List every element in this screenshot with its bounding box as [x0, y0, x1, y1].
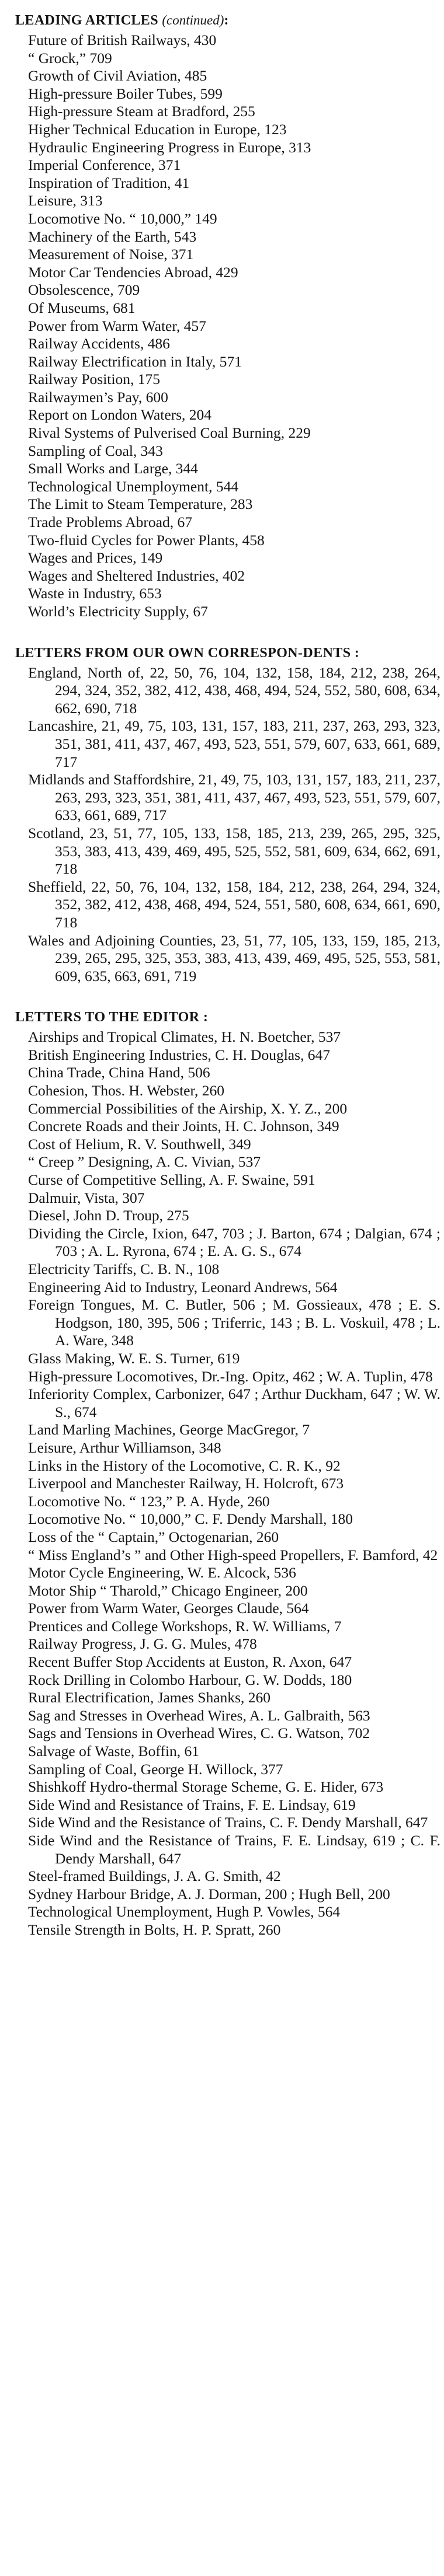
index-entry: Locomotive No. “ 10,000,” C. F. Dendy Marshall, 180: [28, 1510, 353, 1528]
index-entry: Dividing the Circle, Ixion, 647, 703 ; J. Barton, 674 ; Dalgian, 674 ; 703 ; A. L. Ryrona, 674 ; E. A. G. S., 674: [28, 1224, 440, 1260]
index-entry: Power from Warm Water, 457: [28, 317, 206, 334]
index-entry: Wages and Sheltered Industries, 402: [28, 567, 245, 584]
index-entry: Cohesion, Thos. H. Webster, 260: [28, 1082, 224, 1099]
index-entry: Diesel, John D. Troup, 275: [28, 1207, 189, 1224]
index-entry: High-pressure Steam at Bradford, 255: [28, 103, 255, 120]
index-entry: Small Works and Large, 344: [28, 460, 198, 477]
index-entry: Technological Unemployment, Hugh P. Vowles, 564: [28, 1903, 341, 1921]
index-entry: Leisure, 313: [28, 192, 103, 210]
index-entry: Shishkoff Hydro-thermal Storage Scheme, G. E. Hider, 673: [28, 1778, 384, 1796]
index-entry: Motor Ship “ Tharold,” Chicago Engineer, 200: [28, 1582, 308, 1599]
index-entry: Leisure, Arthur Williamson, 348: [28, 1439, 221, 1456]
index-entry: Inspiration of Tradition, 41: [28, 174, 190, 191]
index-entry: Of Museums, 681: [28, 299, 136, 316]
section-spacer: [15, 985, 440, 1008]
index-entry: Railway Progress, J. G. G. Mules, 478: [28, 1635, 257, 1653]
index-entry: Obsolescence, 709: [28, 281, 140, 299]
index-entry: Foreign Tongues, M. C. Butler, 506 ; M. Gossieaux, 478 ; E. S. Hodgson, 180, 395, 506 ; Triferric, 143 ; B. L. Voskuil, 478 ; L. A. Ware, 348: [28, 1296, 440, 1349]
section-spacer: [15, 621, 440, 644]
index-entry: Concrete Roads and their Joints, H. C. Johnson, 349: [28, 1118, 339, 1135]
letters-editor-section: [15, 1008, 440, 1939]
index-entry: Links in the History of the Locomotive, C. R. K., 92: [28, 1457, 341, 1474]
section-title-text: LEADING ARTICLES: [15, 13, 158, 28]
index-entry: Measurement of Noise, 371: [28, 246, 194, 263]
index-entry: Electricity Tariffs, C. B. N., 108: [28, 1261, 220, 1277]
index-entry: “ Miss England’s ” and Other High-speed Propellers, F. Bamford, 42: [28, 1546, 438, 1563]
index-entry: Midlands and Staffordshire, 21, 49, 75, 103, 131, 157, 183, 211, 237, 263, 293, 323, 351, 381, 411, 437, 467, 493, 523, 551, 579, 607, 633, 661, 689, 717: [28, 771, 440, 824]
index-entry: Glass Making, W. E. S. Turner, 619: [28, 1349, 240, 1367]
index-entry: Tensile Strength in Bolts, H. P. Spratt, 260: [28, 1921, 281, 1938]
index-entry: Hydraulic Engineering Progress in Europe, 313: [28, 138, 311, 156]
index-entry-list: [15, 664, 440, 986]
index-entry: Land Marling Machines, George MacGregor, 7: [28, 1421, 310, 1439]
index-entry: Locomotive No. “ 123,” P. A. Hyde, 260: [28, 1492, 270, 1510]
index-entry: Side Wind and the Resistance of Trains, F. E. Lindsay, 619 ; C. F. Dendy Marshall, 647: [28, 1832, 440, 1867]
index-entry: Cost of Helium, R. V. Southwell, 349: [28, 1135, 251, 1153]
index-entry: High-pressure Locomotives, Dr.-Ing. Opitz, 462 ; W. A. Tuplin, 478: [28, 1367, 433, 1385]
section-title: LETTERS FROM OUR OWN CORRESPON-DENTS :: [15, 645, 360, 661]
index-entry: Future of British Railways, 430: [28, 32, 217, 48]
index-entry: Power from Warm Water, Georges Claude, 564: [28, 1600, 309, 1617]
leading-articles-section: [15, 12, 440, 621]
index-entry: Curse of Competitive Selling, A. F. Swaine, 591: [28, 1171, 315, 1189]
section-title: [15, 12, 440, 29]
index-entry: Engineering Aid to Industry, Leonard Andrews, 564: [28, 1278, 338, 1296]
index-entry: Locomotive No. “ 10,000,” 149: [28, 210, 217, 227]
index-entry: Rival Systems of Pulverised Coal Burning, 229: [28, 424, 311, 442]
index-entry: Sag and Stresses in Overhead Wires, A. L. Galbraith, 563: [28, 1706, 370, 1724]
index-entry: Wales and Adjoining Counties, 23, 51, 77, 105, 133, 159, 185, 213, 239, 265, 295, 325, 353, 383, 413, 439, 469, 495, 525, 553, 581, 609, 635, 663, 691, 719: [28, 931, 440, 985]
index-entry: Rural Electrification, James Shanks, 260: [28, 1689, 270, 1706]
index-entry: Railwaymen’s Pay, 600: [28, 388, 168, 406]
index-entry: Imperial Conference, 371: [28, 156, 181, 174]
index-entry: The Limit to Steam Temperature, 283: [28, 495, 253, 513]
index-entry: Motor Cycle Engineering, W. E. Alcock, 536: [28, 1564, 296, 1582]
index-entry: China Trade, China Hand, 506: [28, 1064, 210, 1081]
index-entry: Side Wind and Resistance of Trains, F. E. Lindsay, 619: [28, 1796, 356, 1813]
index-entry: Commercial Possibilities of the Airship, X. Y. Z., 200: [28, 1099, 348, 1117]
index-entry: Sheffield, 22, 50, 76, 104, 132, 158, 184, 212, 238, 264, 294, 324, 352, 382, 412, 438, 468, 494, 524, 551, 580, 608, 634, 661, 690, 718: [28, 878, 440, 931]
index-entry: Recent Buffer Stop Accidents at Euston, R. Axon, 647: [28, 1653, 352, 1671]
index-entry: High-pressure Boiler Tubes, 599: [28, 85, 223, 102]
index-entry: Inferiority Complex, Carbonizer, 647 ; Arthur Duckham, 647 ; W. W. S., 674: [28, 1385, 440, 1420]
index-entry: Dalmuir, Vista, 307: [28, 1189, 145, 1206]
index-entry-list: [15, 1028, 440, 1939]
index-entry: Steel-framed Buildings, J. A. G. Smith, 42: [28, 1868, 281, 1885]
index-entry: British Engineering Industries, C. H. Douglas, 647: [28, 1046, 331, 1063]
index-entry: Higher Technical Education in Europe, 123: [28, 120, 287, 138]
letters-correspondents-section: [15, 644, 440, 986]
index-entry: Sampling of Coal, George H. Willock, 377: [28, 1760, 283, 1778]
index-entry: England, North of, 22, 50, 76, 104, 132, 158, 184, 212, 238, 264, 294, 324, 352, 382, 412, 438, 468, 494, 524, 552, 580, 608, 634, 662, 690, 718: [28, 664, 440, 717]
index-entry: Waste in Industry, 653: [28, 585, 162, 602]
index-entry: “ Creep ” Designing, A. C. Vivian, 537: [28, 1153, 261, 1171]
index-entry: Two-fluid Cycles for Power Plants, 458: [28, 531, 265, 549]
index-entry: Salvage of Waste, Boffin, 61: [28, 1743, 200, 1760]
index-entry: Motor Car Tendencies Abroad, 429: [28, 263, 238, 281]
section-title-suffix: (continued): [162, 13, 224, 27]
index-entry: “ Grock,” 709: [28, 49, 112, 67]
index-entry: Loss of the “ Captain,” Octogenarian, 260: [28, 1528, 279, 1545]
index-entry: Sags and Tensions in Overhead Wires, C. G. Watson, 702: [28, 1725, 370, 1742]
index-entry: Prentices and College Workshops, R. W. Williams, 7: [28, 1617, 342, 1635]
index-entry: Railway Electrification in Italy, 571: [28, 352, 242, 370]
index-entry: Technological Unemployment, 544: [28, 477, 239, 495]
index-entry: Machinery of the Earth, 543: [28, 228, 197, 245]
index-entry: Rock Drilling in Colombo Harbour, G. W. Dodds, 180: [28, 1671, 352, 1688]
index-entry: Railway Accidents, 486: [28, 335, 170, 352]
index-entry: Wages and Prices, 149: [28, 549, 163, 567]
index-entry: Lancashire, 21, 49, 75, 103, 131, 157, 183, 211, 237, 263, 293, 323, 351, 381, 411, 437, 467, 493, 523, 551, 579, 607, 633, 661, 689, 717: [28, 717, 440, 770]
index-entry: Railway Position, 175: [28, 371, 160, 388]
index-entry: Growth of Civil Aviation, 485: [28, 67, 207, 85]
index-entry: Sydney Harbour Bridge, A. J. Dorman, 200 ; Hugh Bell, 200: [28, 1885, 390, 1903]
section-title: LETTERS TO THE EDITOR :: [15, 1010, 209, 1025]
section-title-colon: :: [224, 13, 229, 28]
index-entry-list: [15, 32, 440, 621]
index-entry: Trade Problems Abroad, 67: [28, 514, 192, 531]
index-entry: Sampling of Coal, 343: [28, 442, 163, 459]
index-entry: Airships and Tropical Climates, H. N. Boetcher, 537: [28, 1028, 341, 1046]
index-entry: Report on London Waters, 204: [28, 406, 212, 424]
index-entry: Scotland, 23, 51, 77, 105, 133, 158, 185, 213, 239, 265, 295, 325, 353, 383, 413, 439, 469, 495, 525, 552, 581, 609, 634, 662, 691, 718: [28, 824, 440, 878]
index-entry: World’s Electricity Supply, 67: [28, 603, 208, 620]
index-entry: Liverpool and Manchester Railway, H. Holcroft, 673: [28, 1475, 344, 1492]
index-entry: Side Wind and the Resistance of Trains, C. F. Dendy Marshall, 647: [28, 1814, 428, 1831]
